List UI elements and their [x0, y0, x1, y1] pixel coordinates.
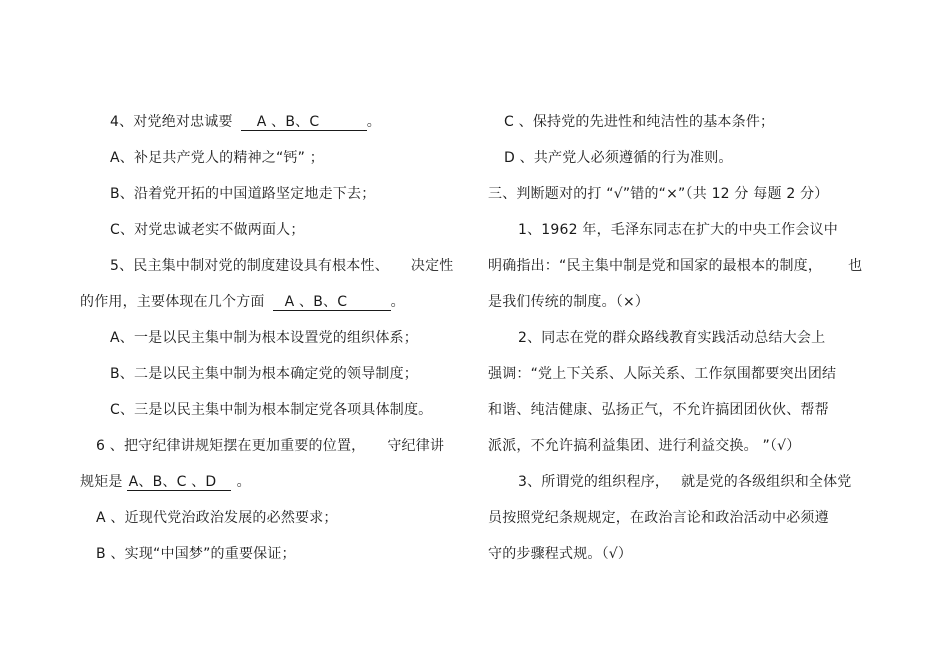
question-4-stem: 4、对党绝对忠诚要: [110, 114, 233, 130]
question-5-line-1: [80, 248, 462, 284]
question-6-option-a: A 、近现代党治政治发展的必然要求；: [96, 510, 338, 526]
question-6-stem-c: 规矩是: [80, 474, 123, 490]
question-5-option-c: C、三是以民主集中制为根本制定党各项具体制度。: [110, 402, 433, 418]
judgment-3-line-3: 守的步骤程式规。（√）: [488, 546, 633, 562]
judgment-1-text-b: 也: [848, 258, 863, 274]
question-5-stem-a: 5、民主集中制对党的制度建设具有根本性、: [110, 258, 389, 274]
judgment-3-line-1: [488, 464, 870, 500]
question-6-line-2: [80, 464, 462, 500]
question-5-option-a: A、一是以民主集中制为根本设置党的组织体系；: [110, 330, 418, 346]
question-6-option-c: C 、保持党的先进性和纯洁性的基本条件；: [504, 114, 775, 130]
question-5-line-2: [80, 284, 462, 320]
section-3-heading: 三、判断题对的打 “√”错的“×”（共 12 分 每题 2 分）: [488, 186, 829, 202]
question-6-line-1: [80, 428, 462, 464]
judgment-2-line-2: 强调：“党上下关系、人际关系、工作氛围都要突出团结: [488, 366, 837, 382]
judgment-3-text-a: 3、所谓党的组织程序，: [518, 474, 670, 490]
question-4-option-b: B、沿着党开拓的中国道路坚定地走下去；: [110, 186, 376, 202]
question-6-option-b: B 、实现“中国梦”的重要保证；: [96, 546, 296, 562]
judgment-1-line-2: [488, 248, 870, 284]
left-column: [80, 104, 462, 572]
question-5-option-b: B、二是以民主集中制为根本确定党的领导制度；: [110, 366, 419, 382]
judgment-1-line-3: 是我们传统的制度。（×）: [488, 294, 650, 310]
question-4-option-c: C、对党忠诚老实不做两面人；: [110, 222, 305, 238]
question-5-suffix: 。: [390, 294, 405, 310]
question-4-suffix: 。: [366, 114, 381, 130]
judgment-2-line-1: 2、同志在党的群众路线教育实践活动总结大会上: [518, 330, 826, 346]
question-6-option-d: D 、共产党人必须遵循的行为准则。: [504, 150, 733, 166]
judgment-3-text-b: 就是党的各级组织和全体党: [681, 474, 852, 490]
question-5-stem-b: 决定性: [410, 258, 454, 274]
judgment-1-text-a: 明确指出：“民主集中制是党和国家的最根本的制度，: [488, 258, 823, 274]
right-column: [488, 104, 870, 572]
question-6-stem-a: 6 、把守纪律讲规矩摆在更加重要的位置，: [96, 438, 366, 454]
judgment-3-line-2: 员按照党纪条规规定，在政治言论和政治活动中必须遵: [488, 510, 829, 526]
question-6-stem-b: 守纪律讲: [387, 438, 445, 454]
judgment-2-line-3: 和谐、纯洁健康、弘扬正气，不允许搞团团伙伙、帮帮: [488, 402, 829, 418]
question-6-answer: A、B、C 、D: [127, 474, 231, 491]
question-4: [80, 104, 462, 140]
question-5-answer: A 、B、C: [273, 294, 391, 311]
judgment-2-line-4: 派派，不允许搞利益集团、进行利益交换。 ”（√）: [488, 438, 801, 454]
question-4-answer: A 、B、C: [241, 114, 367, 131]
question-5-stem-c: 的作用，主要体现在几个方面: [80, 294, 265, 310]
judgment-1-line-1: 1、1962 年，毛泽东同志在扩大的中央工作会议中: [518, 222, 838, 238]
question-6-suffix: 。: [236, 474, 251, 490]
question-4-option-a: A、补足共产党人的精神之“钙” ；: [110, 150, 324, 166]
